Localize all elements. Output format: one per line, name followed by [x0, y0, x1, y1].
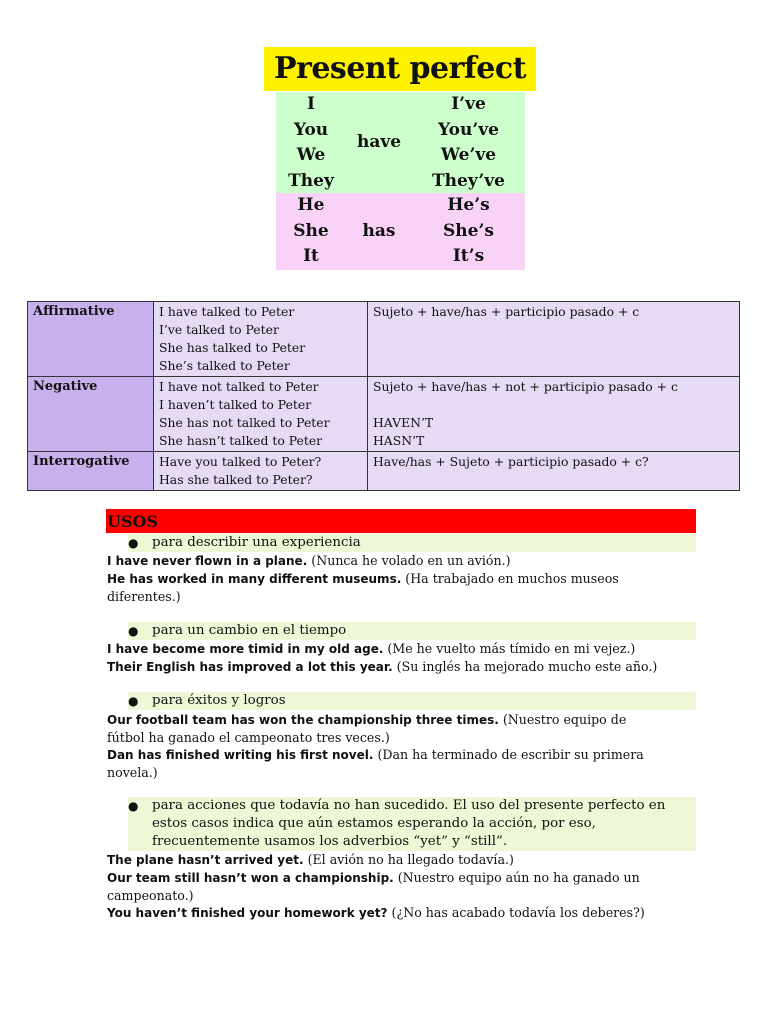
pronoun: It — [303, 246, 319, 266]
rule-text: HASN’T — [373, 433, 425, 448]
has-pronouns — [276, 193, 346, 270]
rule-spacer — [373, 396, 734, 414]
has-contractions — [412, 193, 525, 270]
page-title: Present perfect — [264, 47, 536, 91]
example-sentence: I have not talked to Peter — [159, 379, 319, 394]
rule-cell — [368, 377, 740, 452]
have-verb-column — [346, 92, 412, 193]
example-sentence: I’ve talked to Peter — [159, 322, 279, 337]
table-row-negative — [28, 377, 740, 452]
row-header: Affirmative — [28, 302, 154, 377]
contraction: They’ve — [432, 170, 505, 191]
row-header: Negative — [28, 377, 154, 452]
pronoun: She — [293, 220, 329, 241]
auxiliary-verb: has — [362, 220, 396, 241]
usage-bullet: ● para éxitos y logros — [128, 692, 696, 710]
have-conjugation-block — [276, 92, 525, 193]
rule-cell — [368, 302, 740, 377]
contraction: He’s — [447, 195, 490, 215]
bullet-icon: ● — [128, 624, 139, 638]
row-header: Interrogative — [28, 452, 154, 491]
rule-text: Have/has + Sujeto + participio pasado + c? — [373, 454, 649, 469]
example-paragraph: I have become more timid in my old age. (Me he vuelto más tímido en mi vejez.) Their English has improved a lot this year. (Su inglés ha mejorado mucho este año.) — [107, 641, 658, 674]
rule-text: Sujeto + have/has + participio pasado + c — [373, 304, 640, 319]
usage-bullet: ● para acciones que todavía no han sucedido. El uso del presente perfecto en estos casos indica que aún estamos esperando la acción, por eso, frecuentemente usamos los adverbios “yet” y “still”. — [128, 797, 696, 851]
bullet-icon: ● — [128, 694, 139, 708]
usage-bullet: ● para un cambio en el tiempo — [128, 622, 696, 640]
rule-cell — [368, 452, 740, 491]
example-sentence: She has talked to Peter — [159, 340, 306, 355]
have-contractions — [412, 92, 525, 194]
rule-text: Sujeto + have/has + not + participio pasado + c — [373, 379, 678, 394]
table-row-affirmative — [28, 302, 740, 377]
contraction: She’s — [443, 220, 494, 241]
examples-cell — [154, 302, 368, 377]
contraction: You’ve — [438, 119, 499, 140]
example-paragraph: The plane hasn’t arrived yet. (El avión no ha llegado todavía.) Our team still hasn’t won a championship. (Nuestro equipo aún no ha ganado un campeonato.) You haven’t finished your homework yet? (¿No has acabado todavía los deberes?) — [107, 852, 645, 920]
pronoun: I — [307, 94, 315, 114]
rule-text: HAVEN’T — [373, 415, 434, 430]
example-sentence: I have talked to Peter — [159, 304, 295, 319]
example-sentence: She’s talked to Peter — [159, 358, 290, 373]
pronoun: He — [297, 195, 325, 215]
pronoun: You — [293, 119, 329, 140]
usos-heading: USOS — [106, 509, 696, 533]
example-sentence: She has not talked to Peter — [159, 415, 330, 430]
example-sentence: She hasn’t talked to Peter — [159, 433, 323, 448]
example-paragraph: Our football team has won the championship three times. (Nuestro equipo de fútbol ha ganado el campeonato tres veces.) Dan has finished writing his first novel. (Dan ha terminado de escribir su primera novela.) — [107, 712, 644, 780]
contraction: I’ve — [451, 94, 486, 114]
example-paragraph: I have never flown in a plane. (Nunca he volado en un avión.) He has worked in many different museums. (Ha trabajado en muchos museos diferentes.) — [107, 553, 619, 604]
bullet-icon: ● — [128, 536, 139, 550]
example-sentence: Have you talked to Peter? — [159, 454, 322, 469]
example-sentence: Has she talked to Peter? — [159, 472, 313, 487]
have-pronouns — [276, 92, 346, 194]
has-conjugation-block — [276, 193, 525, 270]
examples-cell — [154, 377, 368, 452]
pronoun: They — [288, 170, 334, 191]
has-verb-column — [346, 193, 412, 270]
examples-cell — [154, 452, 368, 491]
table-row-interrogative — [28, 452, 740, 491]
pronoun: We — [296, 145, 326, 165]
grammar-table — [27, 301, 740, 491]
usage-bullet: ● para describir una experiencia — [128, 534, 696, 552]
auxiliary-verb: have — [356, 131, 402, 152]
bullet-icon: ● — [128, 799, 139, 813]
example-sentence: I haven’t talked to Peter — [159, 397, 312, 412]
contraction: It’s — [452, 246, 485, 266]
contraction: We’ve — [440, 145, 497, 165]
